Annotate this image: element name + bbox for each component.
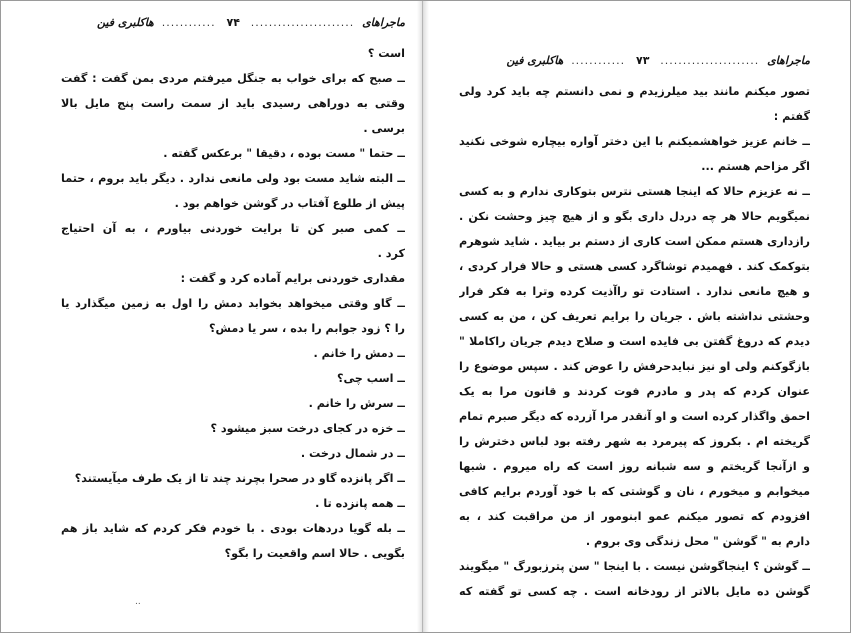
text-line: و هیچ مانعی ندارد . استادت تو راآذیت کرده وترا به فکر فرار (459, 285, 810, 298)
book-gutter (417, 1, 429, 632)
text-line: ــ صبح که برای خواب به جنگل میرفتم مردی بمن گفت : گفت (61, 72, 405, 85)
text-line: ــ همه پانزده تا . (315, 497, 405, 510)
text-line: بتوکمک کند . فهمیدم توشاگرد کسی هستی و حالا فرار کردی ، (459, 260, 810, 273)
text-line: پیش از طلوع آفتاب در گوشن خواهم بود . (174, 197, 405, 210)
text-line: تصور میکنم مانند بید میلرزیدم و نمی دانستم چه باید کرد ولی (459, 85, 810, 98)
text-line: ــ کمی صبر کن تا برایت خوردنی بیاورم ، به آن احتیاج (61, 222, 405, 235)
text-line: ــ گوشن ؟ اینجاگوشن نیست . با اینجا " سن پترزبورگ " میگویند (459, 560, 810, 573)
page-number: ۷۳ (636, 53, 650, 67)
header-dot-leader: ............ (571, 53, 626, 67)
text-line: ــ بله گویا دردهات بودی . با خودم فکر کردم که شاید باز هم (61, 522, 405, 535)
text-line: ــ سرش را خانم . (308, 397, 405, 410)
text-line: نمیگویم حالا هر چه دردل داری بگو و از هیچ چیز وحشت نکن . (459, 210, 810, 223)
header-title: ماجراهای (362, 15, 405, 29)
page-body-left (61, 41, 405, 566)
text-line: گوشن ده مایل بالاتر از رودخانه است . چه کسی تو گفته که (459, 585, 810, 598)
text-line: افزودم که تصور میکنم عمو ابنومور از من مراقبت کند ، به (459, 510, 810, 523)
page-number: ۷۴ (226, 15, 240, 29)
header-dot-leader: ............ (161, 15, 216, 29)
text-line: و ازآنجا گریختم و سه شبانه روز است که راه میروم . شبها (459, 460, 810, 473)
text-line: میخوابم و میخورم ، نان و گوشتی که با خود آوردم برایم کافی (459, 485, 810, 498)
header-title: ماجراهای (767, 53, 810, 67)
text-line: ــ نه عزیزم حالا که اینجا هستی نترس بتوکاری ندارم و به کسی (459, 185, 810, 198)
text-line: کرد . (377, 247, 405, 260)
text-line: گریخته ام . بکروز که پیرمرد به شهر رفته بود لباس دخترش را (459, 435, 810, 448)
text-line: ــ گاو وقتی میخواهد بخوابد دمش را اول به زمین میگذارد یا (61, 297, 405, 310)
text-line: عنوان کردم که پدر و مادرم فوت کردند و قانون مرا به یک (459, 385, 810, 398)
header-author: هاکلبری فین (97, 15, 154, 29)
text-line: اگر مزاحم هستم ... (701, 160, 810, 173)
running-header-left (15, 15, 405, 35)
page-divider (422, 1, 423, 632)
text-line: ــ اگر پانزده گاو در صحرا بچرند چند تا از یک طرف میآیستند؟ (74, 472, 405, 485)
text-line: برسی . (363, 122, 405, 135)
scan-speck: .. (135, 597, 141, 607)
text-line: وحشتی نداشته باش . جریان را برایم تعریف کن ، من به کسی (459, 310, 810, 323)
text-line: احمق واگذار کرده است و او آنقدر مرا آزرده که دیگر صبرم تمام (459, 410, 810, 423)
text-line: گفتم : (773, 110, 810, 123)
text-line: ــ در شمال درخت . (300, 447, 405, 460)
text-line: ــ حتما " مست بوده ، دقیقا " برعکس گفته . (163, 147, 405, 160)
page-body-right (459, 79, 810, 604)
text-line: وقتی به دوراهی رسیدی باید از سمت راست پنج مایل بالا (61, 97, 405, 110)
text-line: ــ خانم عزیز خواهشمیکنم با این دختر آواره بیچاره شوخی نکنید (459, 135, 810, 148)
book-page-right (429, 1, 850, 632)
text-line: بازگوکنم ولی او نیز نبایدحرفش را عوض کند . سپس موضوع را (459, 360, 810, 373)
text-line: ــ البته شاید مست بود ولی مانعی ندارد . دیگر باید بروم ، حتما (61, 172, 405, 185)
running-header-right (469, 53, 810, 73)
book-page-left (1, 1, 417, 632)
text-line: ــ اسب چی؟ (337, 372, 405, 385)
text-line: بگویی . حالا اسم واقعیت را بگو؟ (224, 547, 405, 560)
text-line: را ؟ زود جوابم را بده ، سر یا دمش؟ (209, 322, 405, 335)
text-line: است ؟ (367, 47, 405, 60)
header-dot-leader: ...................... (660, 53, 760, 67)
text-line: رازداری هستم ممکن است کاری از دستم بر بیاید . شاید شوهرم (459, 235, 810, 248)
text-line: ــ دمش را خانم . (313, 347, 405, 360)
header-author: هاکلبری فین (506, 53, 564, 67)
text-line: دارم به " گوشن " محل زندگی وی بروم . (585, 535, 810, 548)
header-dot-leader: ....................... (250, 15, 355, 29)
text-line: ــ خزه در کجای درخت سبز میشود ؟ (210, 422, 405, 435)
text-line: مقداری خوردنی برایم آماده کرد و گفت : (180, 272, 405, 285)
text-line: دیدم که دروغ گفتن بی فایده است و صلاح دیدم جریان راکاملا " (459, 335, 810, 348)
